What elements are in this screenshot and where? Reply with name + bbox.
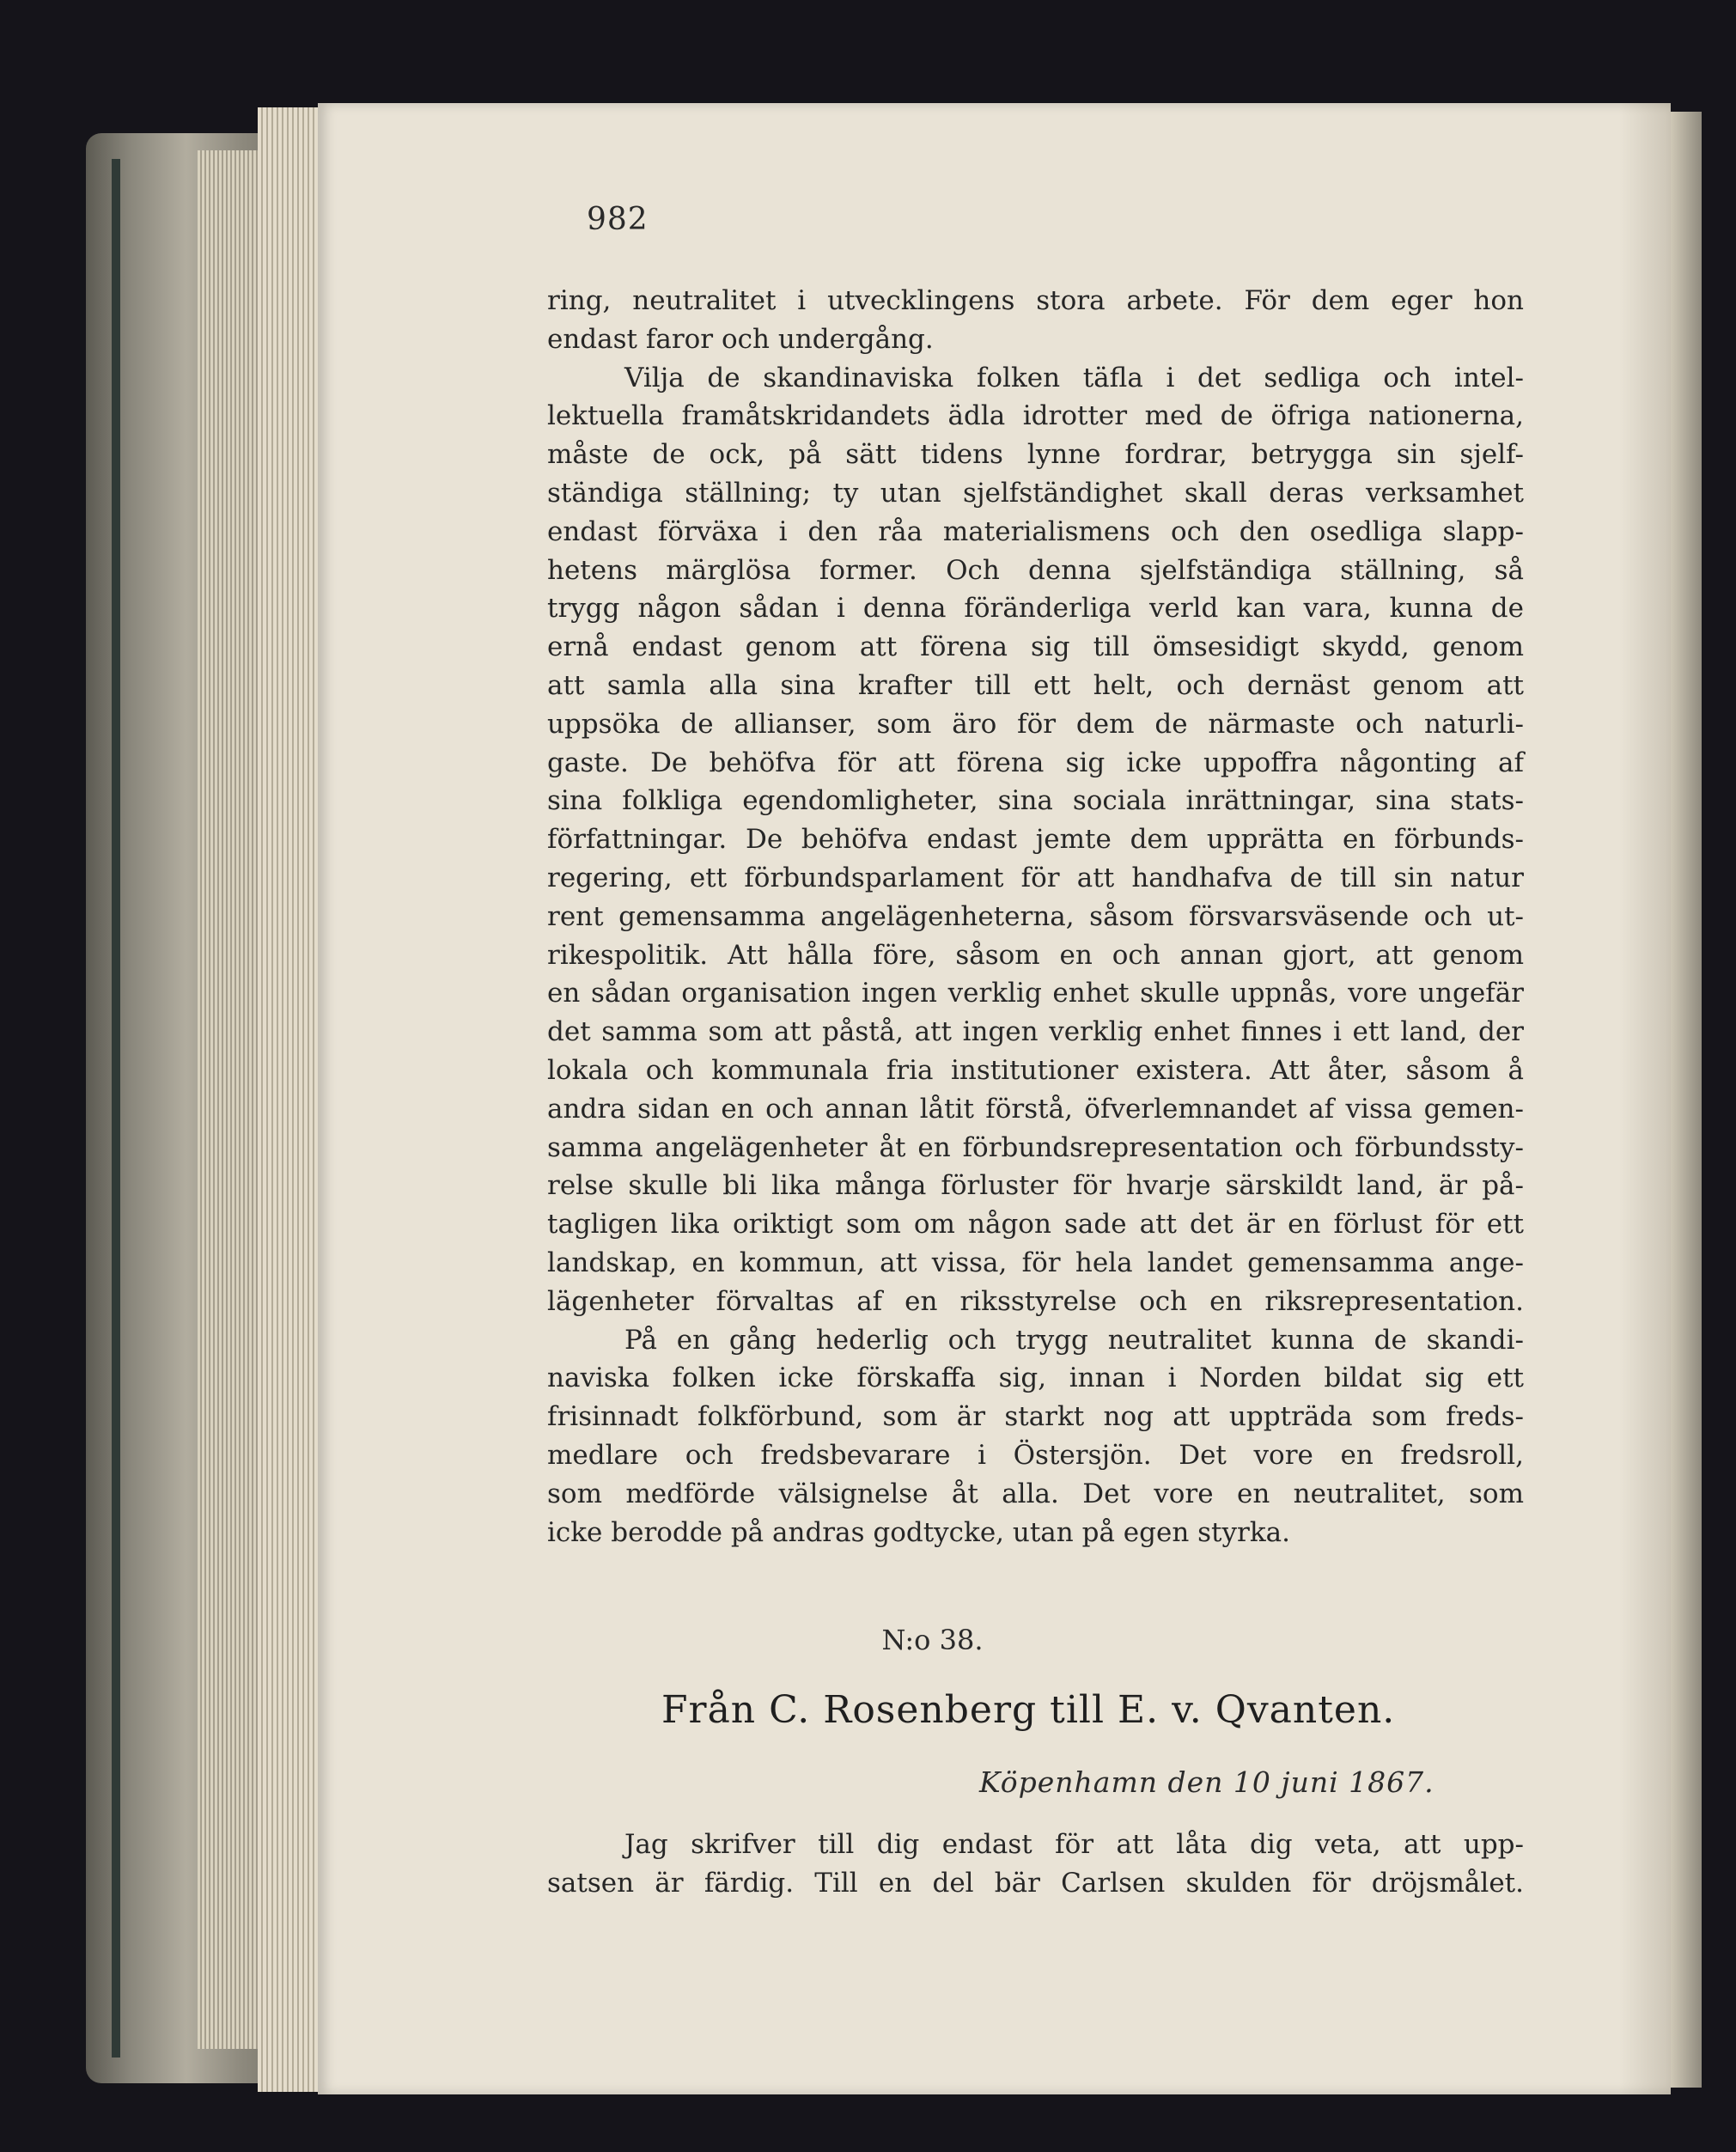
letter-text (547, 1826, 1524, 1903)
text-line: författningar. De behöfva endast jemte dem upprätta en förbunds- (547, 824, 1524, 856)
text-line: rikespolitik. Att hålla före, såsom en och annan gjort, att genom (547, 939, 1524, 971)
text-line: trygg någon sådan i denna föränderliga verld kan vara, kunna de (547, 593, 1524, 625)
text-line: naviska folken icke förskaffa sig, innan i Norden bildat sig ett (547, 1363, 1524, 1394)
right-page-edge (1671, 112, 1702, 2088)
text-line: uppsöka de allianser, som äro för dem de närmaste och naturli- (547, 708, 1524, 740)
text-line: lokala och kommunala fria institutioner existera. Att åter, såsom å (547, 1054, 1524, 1086)
text-line: Jag skrifver till dig endast för att låta dig veta, att upp- (624, 1829, 1524, 1860)
text-line: samma angelägenheter åt en förbundsrepresentation och förbundssty- (547, 1131, 1524, 1163)
text-line: relse skulle bli lika många förluster för hvarje särskildt land, är på- (547, 1170, 1524, 1202)
text-line: frisinnadt folkförbund, som är starkt nog att uppträda som freds- (547, 1401, 1524, 1433)
text-line: På en gång hederlig och trygg neutralitet kunna de skandi- (624, 1324, 1524, 1356)
text-line: hetens märglösa former. Och denna sjelfständiga ställning, så (547, 554, 1524, 586)
text-line: rent gemensamma angelägenheterna, såsom försvarsväsende och ut- (547, 900, 1524, 932)
text-line: ring, neutralitet i utvecklingens stora arbete. För dem eger hon (547, 285, 1524, 316)
text-line: andra sidan en och annan låtit förstå, öfverlemnandet af vissa gemen- (547, 1093, 1524, 1125)
text-line: som medförde välsignelse åt alla. Det vore en neutralitet, som (547, 1478, 1524, 1509)
body-text (547, 282, 1524, 1552)
text-line: icke berodde på andras godtycke, utan på egen styrka. (547, 1516, 1290, 1548)
text-line: endast förväxa i den råa materialismens och den osedliga slapp- (547, 515, 1524, 547)
text-line: ständiga ställning; ty utan sjelfständighet skall deras verksamhet (547, 477, 1524, 509)
text-line: måste de ock, på sätt tidens lynne fordrar, betrygga sin sjelf- (547, 439, 1524, 471)
letter-number: N:o 38. (881, 1624, 984, 1656)
text-line: tagligen lika oriktigt som om någon sade att det är en förlust för ett (547, 1209, 1524, 1241)
text-line: sina folkliga egendomligheter, sina sociala inrättningar, sina stats- (547, 785, 1524, 817)
page-number: 982 (587, 202, 649, 237)
text-line: ernå endast genom att förena sig till ömsesidigt skydd, genom (547, 631, 1524, 663)
text-line: landskap, en kommun, att vissa, för hela landet gemensamma ange- (547, 1247, 1524, 1278)
text-line: satsen är färdig. Till en del bär Carlsen skulden för dröjsmålet. (547, 1867, 1524, 1899)
text-line: en sådan organisation ingen verklig enhet skulle uppnås, vore ungefär (547, 978, 1524, 1009)
text-line: lektuella framåtskridandets ädla idrotter med de öfriga nationerna, (547, 400, 1524, 432)
letter-title: Från C. Rosenberg till E. v. Qvanten. (661, 1688, 1396, 1732)
page-stack (258, 107, 326, 2092)
text-line: det samma som att påstå, att ingen verklig enhet finnes i ett land, der (547, 1016, 1524, 1048)
text-line: endast faror och undergång. (547, 323, 934, 355)
text-line: att samla alla sina krafter till ett helt, och dernäst genom att (547, 669, 1524, 701)
text-line: regering, ett förbundsparlament för att handhafva de till sin natur (547, 862, 1524, 893)
text-line: gaste. De behöfva för att förena sig icke uppoffra någonting af (547, 747, 1524, 778)
text-line: Vilja de skandinaviska folken täfla i det sedliga och intel- (624, 362, 1524, 393)
text-line: lägenheter förvaltas af en riksstyrelse och en riksrepresentation. (547, 1285, 1524, 1317)
text-line: medlare och fredsbevarare i Östersjön. Det vore en fredsroll, (547, 1439, 1524, 1471)
letter-dateline: Köpenhamn den 10 juni 1867. (979, 1765, 1434, 1799)
